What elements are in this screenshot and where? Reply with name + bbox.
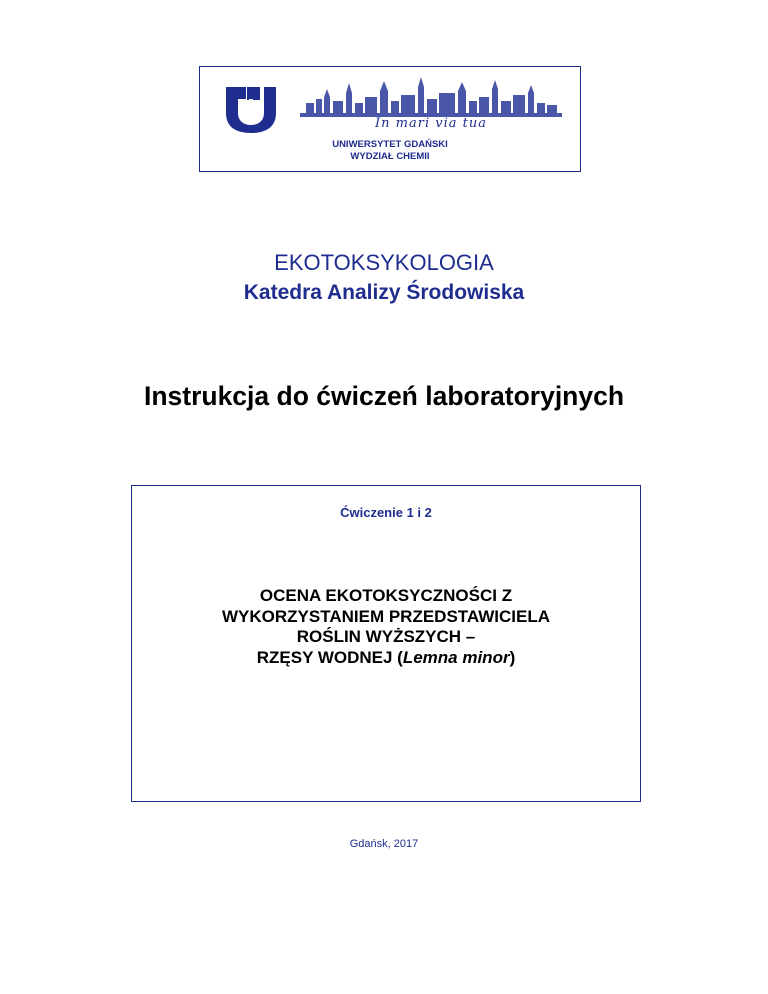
place-and-date: Gdańsk, 2017 xyxy=(349,838,419,850)
species-name: Lemna minor xyxy=(402,647,510,667)
exercise-title xyxy=(132,586,640,668)
department-name: Katedra Analizy Środowiska xyxy=(243,281,525,304)
university-header xyxy=(199,66,581,172)
university-motto: In mari via tua xyxy=(375,116,487,131)
document-title: Instrukcja do ćwiczeń laboratoryjnych xyxy=(143,381,625,411)
exercise-title-line-4-suffix: ) xyxy=(509,647,516,667)
exercise-title-line-4-prefix: RZĘSY WODNEJ ( xyxy=(256,647,403,667)
university-name: UNIWERSYTET GDAŃSKI xyxy=(332,139,448,150)
exercise-label: Ćwiczenie 1 i 2 xyxy=(340,505,432,520)
exercise-box xyxy=(131,485,641,802)
exercise-title-line-2: WYKORZYSTANIEM PRZEDSTAWICIELA xyxy=(221,606,551,626)
exercise-title-line-4 xyxy=(132,648,640,669)
subject-title: EKOTOKSYKOLOGIA xyxy=(274,250,494,275)
exercise-title-line-3: ROŚLIN WYŻSZYCH – xyxy=(296,627,476,646)
faculty-name: WYDZIAŁ CHEMII xyxy=(350,151,430,162)
exercise-title-line-1: OCENA EKOTOKSYCZNOŚCI Z xyxy=(259,586,513,605)
ug-logo-icon xyxy=(220,83,282,135)
